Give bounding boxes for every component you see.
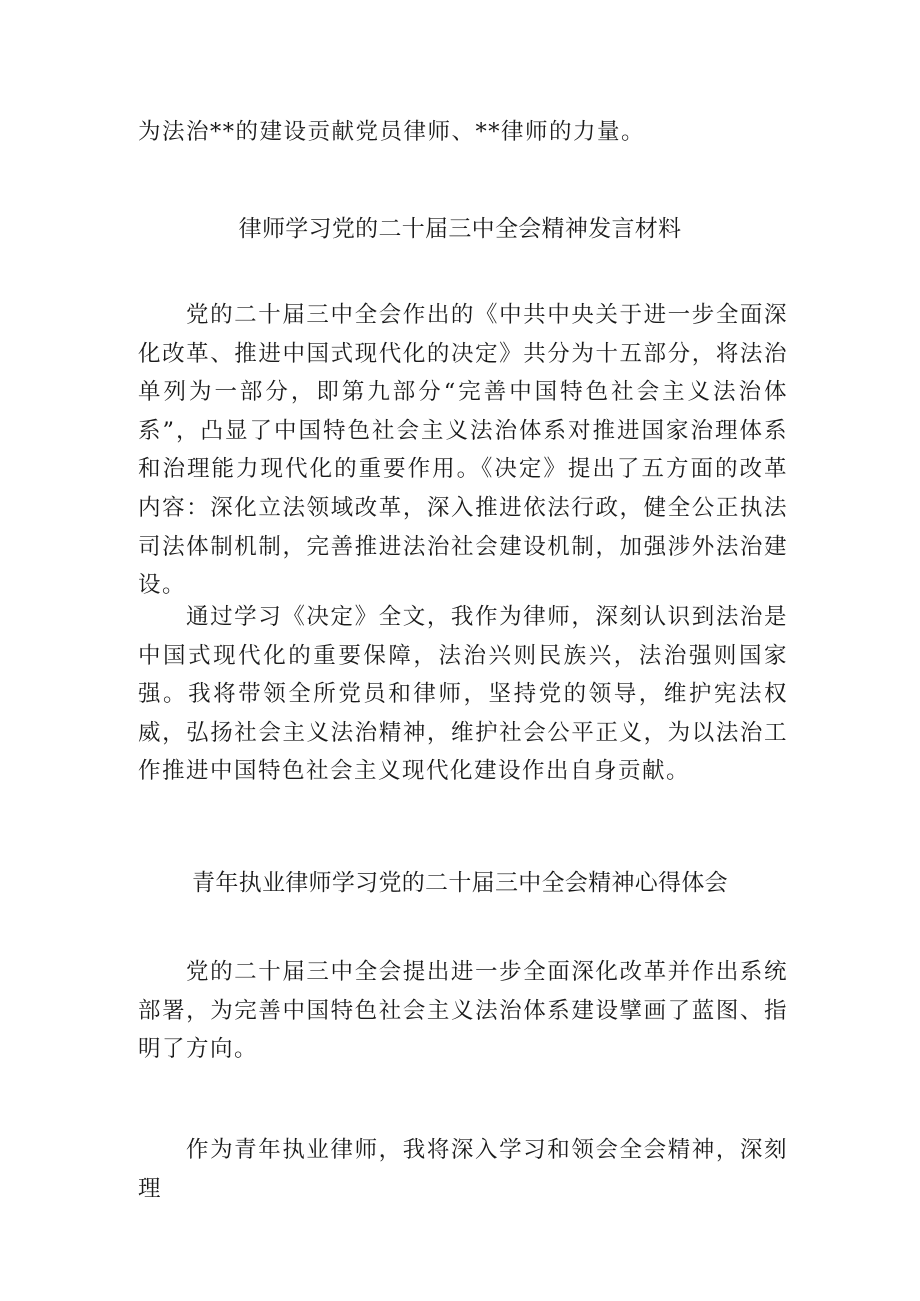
section-2-paragraph-2: 作为青年执业律师，我将深入学习和领会全会精神，深刻理	[138, 1137, 788, 1202]
intro-tail-paragraph: 为法治**的建设贡献党员律师、**律师的力量。	[138, 119, 646, 145]
section-2-title: 青年执业律师学习党的二十届三中全会精神心得体会	[192, 870, 728, 896]
section-1-paragraph-2: 通过学习《决定》全文，我作为律师，深刻认识到法治是中国式现代化的重要保障，法治兴则民族兴，法治强则国家强。我将带领全所党员和律师，坚持党的领导，维护宪法权威，弘扬社会主义法治精神，维护社会公平正义，为以法治工作推进中国特色社会主义现代化建设作出自身贡献。	[138, 604, 788, 785]
section-1-paragraph-1: 党的二十届三中全会作出的《中共中央关于进一步全面深化改革、推进中国式现代化的决定》共分为十五部分，将法治单列为一部分，即第九部分“完善中国特色社会主义法治体系”，凸显了中国特色社会主义法治体系对推进国家治理体系和治理能力现代化的重要作用。《决定》提出了五方面的改革内容：深化立法领域改革，深入推进依法行政，健全公正执法司法体制机制，完善推进法治社会建设机制，加强涉外法治建设。	[138, 302, 788, 599]
section-1-title: 律师学习党的二十届三中全会精神发言材料	[238, 216, 682, 242]
section-2-paragraph-1: 党的二十届三中全会提出进一步全面深化改革并作出系统部署，为完善中国特色社会主义法治体系建设擘画了蓝图、指明了方向。	[138, 959, 788, 1063]
